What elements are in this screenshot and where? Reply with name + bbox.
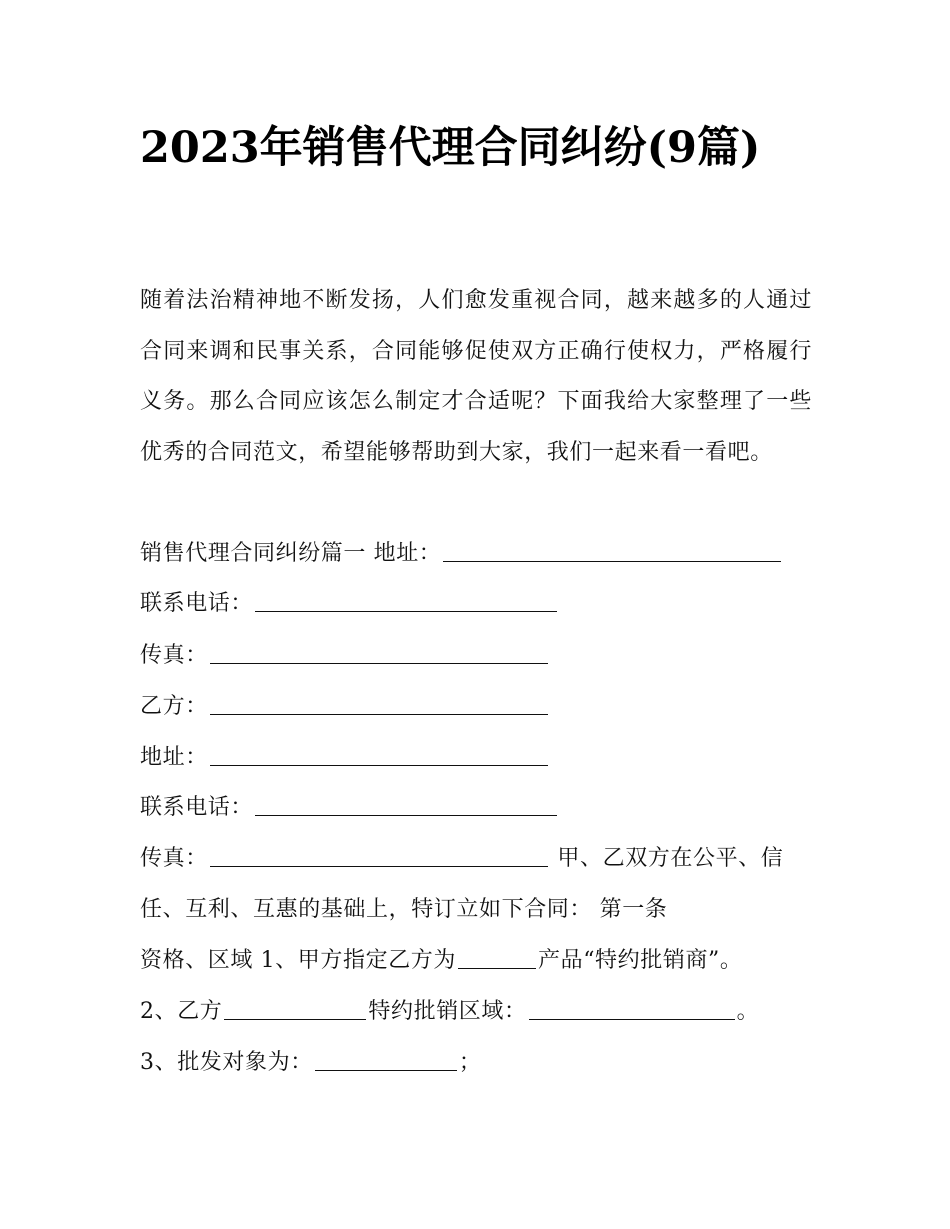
line-clause-1 bbox=[140, 936, 743, 986]
area-blank bbox=[529, 997, 735, 1020]
address-label-2: 地址： bbox=[140, 745, 208, 770]
clause-1-text: 资格、区域 1、甲方指定乙方为 bbox=[140, 948, 456, 973]
clause-2-mid: 特约批销区域： bbox=[368, 999, 527, 1024]
line-clause-2 bbox=[140, 987, 759, 1037]
fax-label-2: 传真： bbox=[140, 846, 208, 871]
wholesale-target-blank bbox=[315, 1048, 457, 1071]
party-b-blank bbox=[210, 692, 548, 715]
line-clause-3 bbox=[140, 1038, 481, 1088]
clause-2-suffix: 。 bbox=[736, 999, 760, 1024]
phone-label: 联系电话： bbox=[140, 591, 254, 616]
line-address-2 bbox=[140, 733, 550, 783]
product-blank bbox=[458, 946, 536, 969]
agreement-text: 任、互利、互惠的基础上，特订立如下合同： 第一条 bbox=[140, 897, 668, 922]
address-label: 销售代理合同纠纷篇一 地址： bbox=[140, 541, 442, 566]
address-blank bbox=[443, 539, 781, 562]
phone-label-2: 联系电话： bbox=[140, 795, 254, 820]
line-phone-2 bbox=[140, 783, 559, 833]
party-b-label: 乙方： bbox=[140, 694, 208, 719]
line-fax-2 bbox=[140, 834, 783, 884]
document-title: 2023年销售代理合同纠纷(9篇) bbox=[140, 123, 761, 173]
fax-blank bbox=[210, 641, 548, 664]
phone-blank-2 bbox=[255, 793, 557, 816]
intro-paragraph: 随着法治精神地不断发扬，人们愈发重视合同，越来越多的人通过合同来调和民事关系，合同能够促使双方正确行使权力，严格履行义务。那么合同应该怎么制定才合适呢？下面我给大家整理了一些优秀的合同范文，希望能够帮助到大家，我们一起来看一看吧。 bbox=[140, 288, 812, 465]
fax-label: 传真： bbox=[140, 643, 208, 668]
party-b-name-blank bbox=[224, 997, 366, 1020]
agreement-text-start: 甲、乙双方在公平、信 bbox=[557, 846, 784, 871]
line-party-b bbox=[140, 682, 550, 732]
phone-blank bbox=[255, 589, 557, 612]
address-blank-2 bbox=[210, 743, 548, 766]
clause-2-prefix: 2、乙方 bbox=[140, 999, 223, 1024]
clause-3-suffix: ； bbox=[458, 1050, 482, 1075]
clause-3-prefix: 3、批发对象为： bbox=[140, 1050, 313, 1075]
line-agreement bbox=[140, 885, 667, 935]
fax-blank-2 bbox=[210, 844, 548, 867]
clause-1-suffix: 产品“特约批销商”。 bbox=[538, 948, 743, 973]
line-fax-1 bbox=[140, 631, 550, 681]
line-phone-1 bbox=[140, 579, 559, 629]
line-address-1 bbox=[140, 529, 783, 579]
